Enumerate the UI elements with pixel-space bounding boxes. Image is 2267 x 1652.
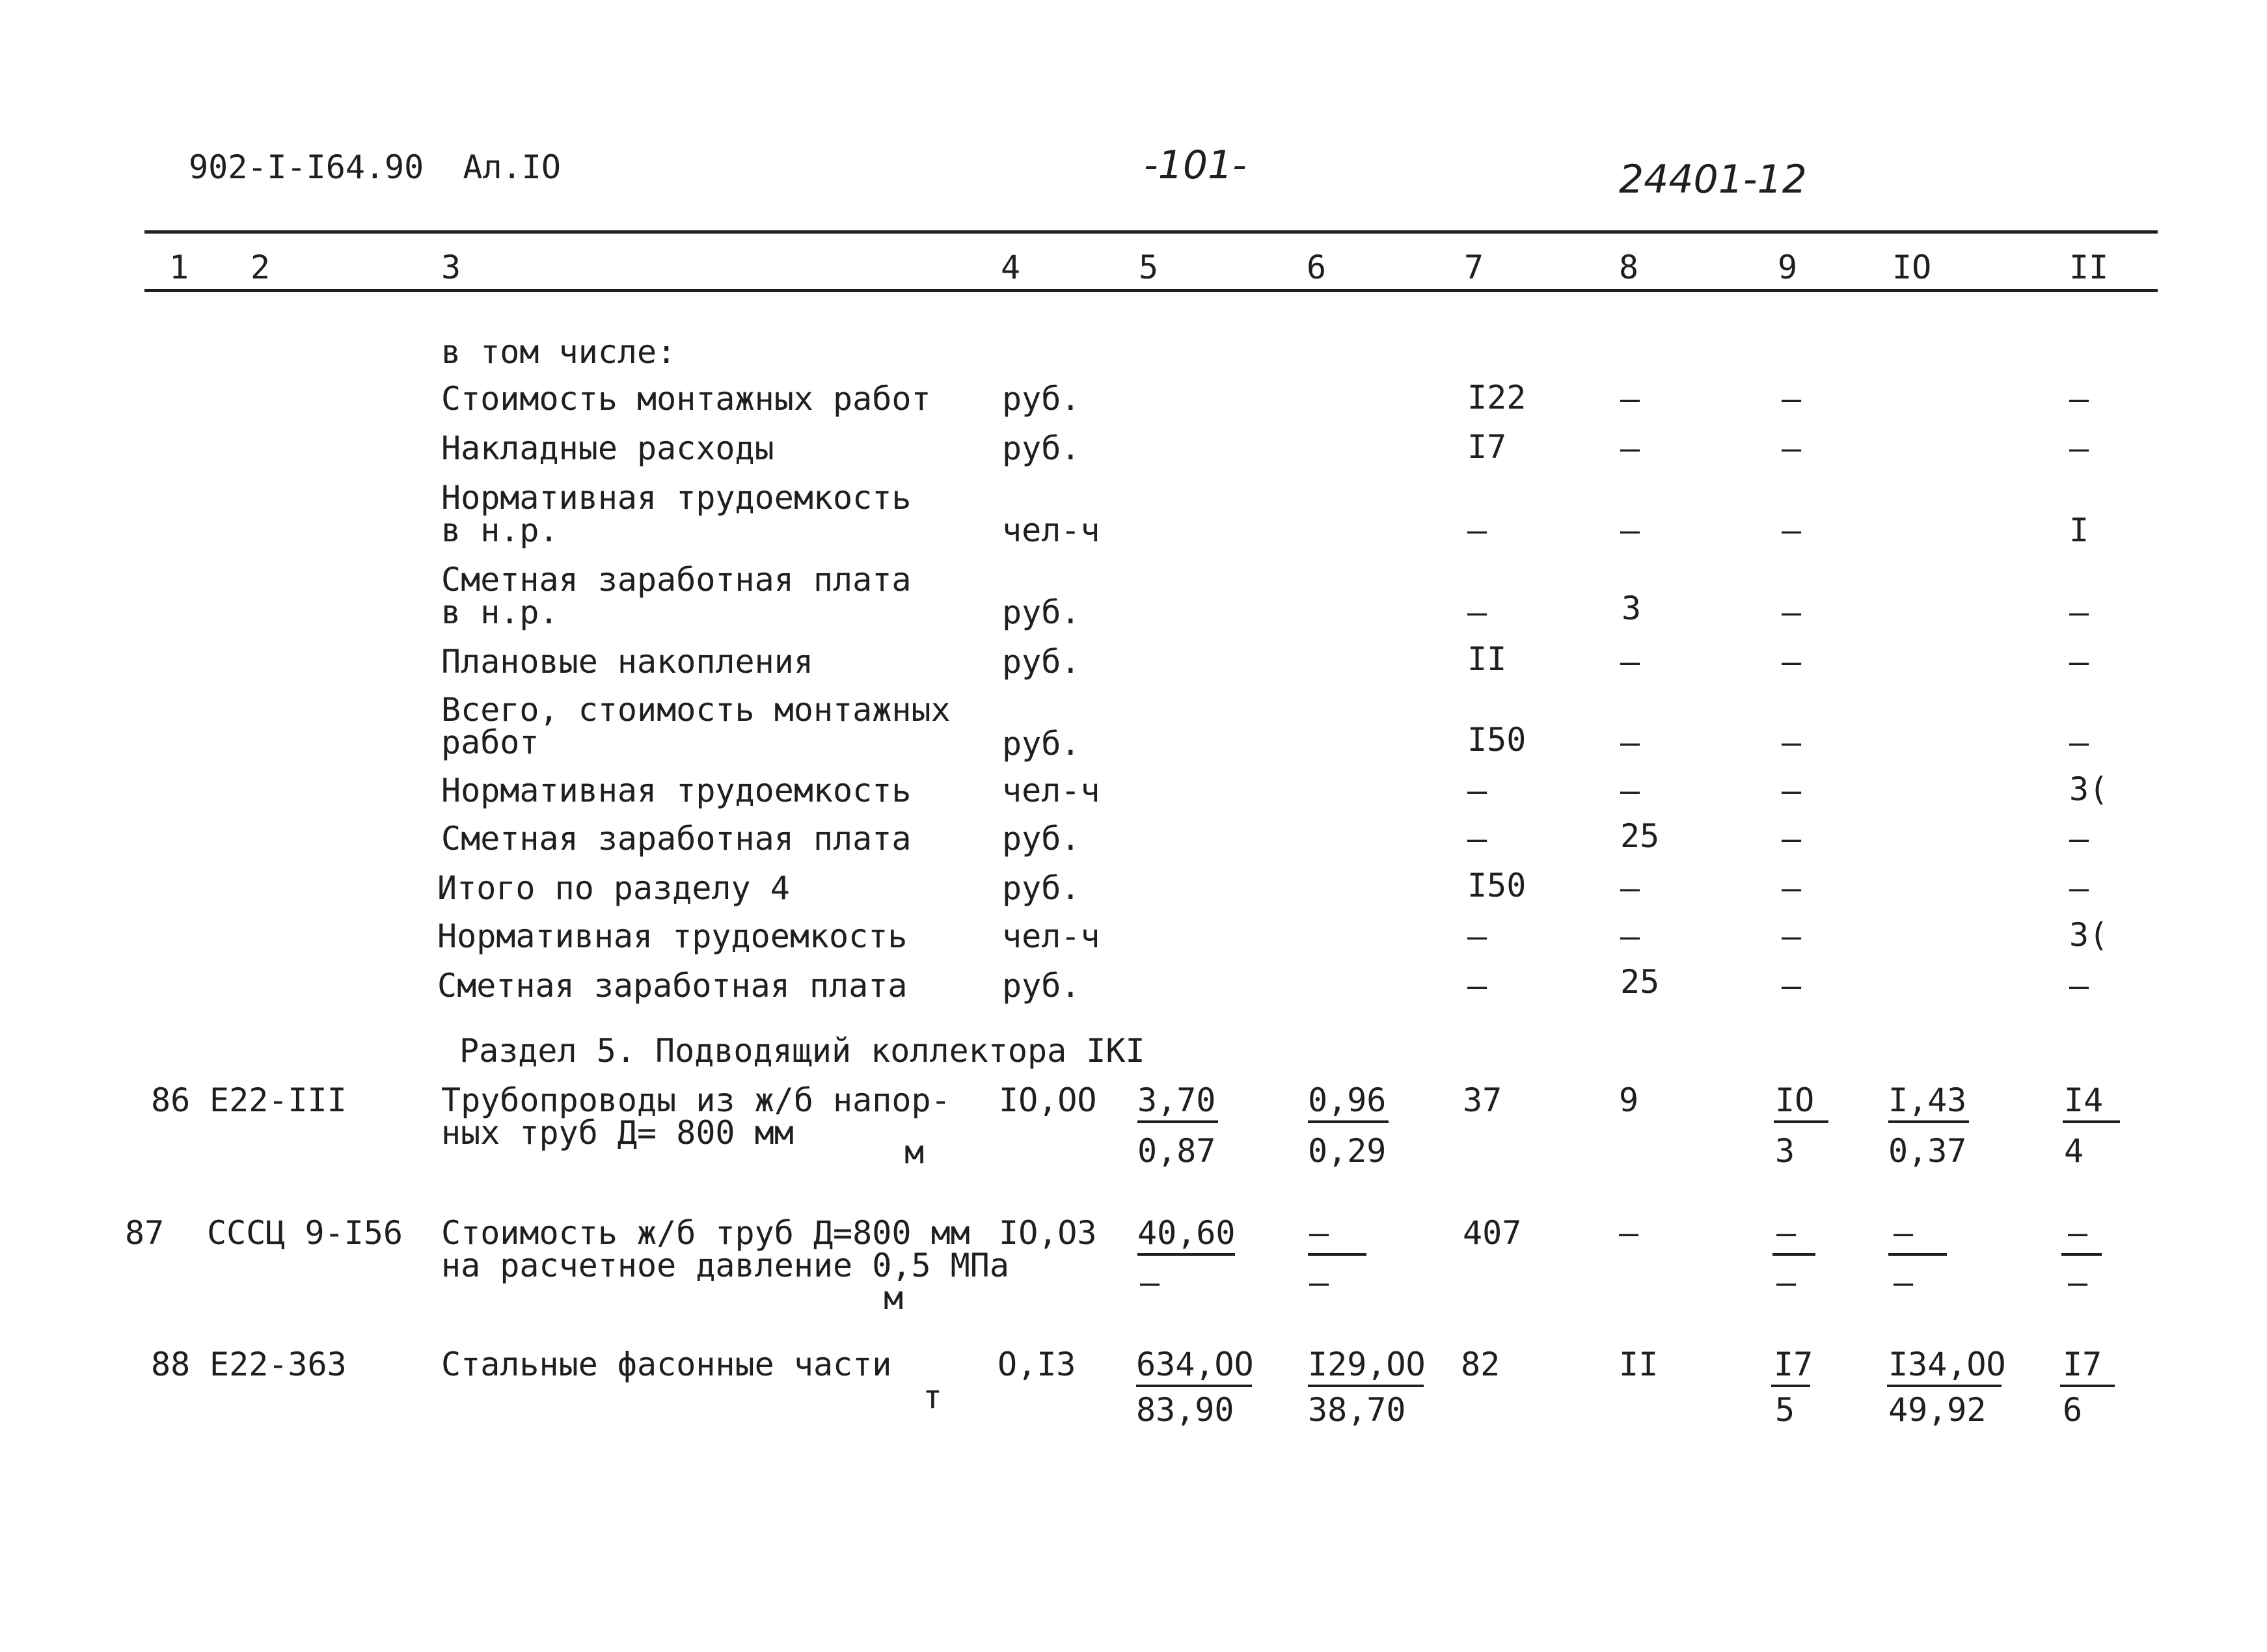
- fraction-line: [1308, 1253, 1366, 1256]
- table-header-rule: [144, 289, 2158, 292]
- row-unit: руб.: [1002, 429, 1081, 467]
- cell-c11: –: [2069, 820, 2089, 858]
- row-label: Нормативная трудоемкость: [437, 917, 908, 955]
- fraction-line: [1137, 1120, 1218, 1123]
- cell-c7: –: [1467, 772, 1487, 809]
- fraction-line: [1308, 1120, 1389, 1123]
- cell-c6-bottom: –: [1309, 1264, 1329, 1301]
- cell-c11: –: [2069, 429, 2089, 467]
- row-label: Плановые накопления: [441, 643, 813, 681]
- fraction-line: [1137, 1253, 1235, 1256]
- item-unit: м: [884, 1279, 904, 1317]
- cell-c6-top: 0,96: [1308, 1081, 1387, 1119]
- row-label: Накладные расходы: [441, 429, 774, 467]
- cell-c10-bottom: 49,92: [1888, 1391, 1987, 1429]
- fraction-line: [2061, 1253, 2102, 1256]
- cell-c11: –: [2069, 967, 2089, 1005]
- row-label-continuation: работ: [441, 724, 539, 761]
- item-number: 88: [151, 1346, 191, 1383]
- cell-c11: –: [2069, 380, 2089, 418]
- item-name: Трубопроводы из ж/б напор-: [441, 1081, 951, 1119]
- row-label-continuation: в н.р.: [441, 593, 559, 631]
- row-unit: руб.: [1002, 869, 1081, 907]
- cell-c11: 3(: [2069, 770, 2109, 808]
- item-name-continuation: на расчетное давление 0,5 МПа: [441, 1247, 1009, 1284]
- cell-c11: –: [2069, 869, 2089, 907]
- row-label: Итого по разделу 4: [437, 869, 790, 907]
- cell-c6-top: –: [1309, 1214, 1329, 1252]
- column-header: 2: [251, 249, 271, 286]
- cell-c6-top: I29,OO: [1308, 1346, 1426, 1383]
- row-unit: чел-ч: [1002, 772, 1100, 809]
- cell-c5-bottom: –: [1140, 1264, 1160, 1301]
- cell-c10-bottom: 0,37: [1888, 1132, 1967, 1170]
- row-label: Всего, стоимость монтажных: [441, 691, 951, 729]
- cell-c11: –: [2069, 593, 2089, 631]
- item-number: 87: [125, 1214, 165, 1252]
- column-header: II: [2069, 249, 2109, 286]
- cell-c7: 82: [1461, 1346, 1500, 1383]
- cell-c9: –: [1782, 643, 1802, 681]
- row-unit: руб.: [1002, 380, 1081, 418]
- page-number: -101-: [1144, 142, 1247, 188]
- cell-c11-top: I4: [2064, 1081, 2104, 1119]
- cell-c9: –: [1782, 820, 1802, 858]
- item-code: Е22-III: [210, 1081, 347, 1119]
- fraction-line: [2060, 1385, 2115, 1387]
- fraction-line: [1772, 1253, 1815, 1256]
- item-unit: т: [923, 1378, 943, 1416]
- row-label: Нормативная трудоемкость: [441, 479, 912, 517]
- cell-c7: 37: [1463, 1081, 1502, 1119]
- row-unit: руб.: [1002, 967, 1081, 1005]
- cell-c8: II: [1619, 1346, 1659, 1383]
- cell-c8: –: [1619, 1214, 1639, 1252]
- cell-c7: I7: [1467, 428, 1507, 466]
- cell-c9: –: [1782, 429, 1802, 467]
- cell-c8: –: [1620, 724, 1640, 761]
- cell-c11: 3(: [2069, 916, 2109, 954]
- cell-c5-bottom: 83,90: [1136, 1391, 1234, 1429]
- item-quantity: IO,O3: [999, 1214, 1097, 1252]
- cell-c11-top: –: [2068, 1214, 2088, 1252]
- item-code: Е22-363: [210, 1346, 347, 1383]
- fraction-line: [1771, 1385, 1810, 1387]
- cell-c5-top: 40,60: [1137, 1214, 1236, 1252]
- cell-c7: –: [1467, 917, 1487, 955]
- cell-c9-bottom: –: [1776, 1264, 1797, 1301]
- cell-c5-top: 3,70: [1137, 1081, 1216, 1119]
- cell-c9: –: [1782, 772, 1802, 809]
- cell-c7: –: [1467, 820, 1487, 858]
- cell-c7: I50: [1467, 721, 1527, 759]
- row-label: Сметная заработная плата: [441, 561, 912, 599]
- cell-c10-top: I34,OO: [1888, 1346, 2006, 1383]
- cell-c8: –: [1620, 380, 1640, 418]
- cell-c9: –: [1782, 380, 1802, 418]
- cell-c11: –: [2069, 724, 2089, 761]
- section-title: Раздел 5. Подводящий коллектора IKI: [459, 1032, 1145, 1070]
- cell-c7: 407: [1463, 1214, 1522, 1252]
- fraction-line: [1136, 1385, 1252, 1387]
- column-header: IO: [1892, 249, 1932, 286]
- item-name-continuation: ных труб Д= 800 мм: [441, 1114, 794, 1152]
- cell-c9: –: [1782, 917, 1802, 955]
- item-name: Стоимость ж/б труб Д=800 мм: [441, 1214, 970, 1252]
- column-header: 5: [1139, 249, 1159, 286]
- column-header: 8: [1619, 249, 1639, 286]
- item-number: 86: [151, 1081, 191, 1119]
- column-header: 6: [1307, 249, 1327, 286]
- cell-c7: –: [1467, 593, 1487, 631]
- row-label: Сметная заработная плата: [441, 820, 912, 858]
- cell-c9-bottom: 5: [1775, 1391, 1795, 1429]
- row-unit: чел-ч: [1002, 917, 1100, 955]
- row-unit: руб.: [1002, 725, 1081, 763]
- cell-c9-bottom: 3: [1775, 1132, 1795, 1170]
- column-header: 9: [1778, 249, 1798, 286]
- cell-c7: –: [1467, 511, 1487, 549]
- cell-c7: I22: [1467, 379, 1527, 416]
- item-name: Стальные фасонные части: [441, 1346, 892, 1383]
- cell-c8: 25: [1620, 817, 1660, 855]
- cell-c8: 25: [1620, 963, 1660, 1001]
- item-quantity: IO,OO: [999, 1081, 1097, 1119]
- cell-c11-bottom: –: [2068, 1264, 2088, 1301]
- cell-c8: –: [1620, 917, 1640, 955]
- cell-c8: –: [1620, 869, 1640, 907]
- item-unit: м: [904, 1133, 925, 1171]
- column-header: 4: [1001, 249, 1021, 286]
- document-code: 902-I-I64.90 Ал.IO: [189, 148, 561, 186]
- fraction-line: [1888, 1253, 1947, 1256]
- cell-c9: –: [1782, 869, 1802, 907]
- fraction-line: [1774, 1120, 1828, 1123]
- table-top-rule: [144, 230, 2158, 234]
- row-unit: руб.: [1002, 643, 1081, 681]
- cell-c8: 9: [1619, 1081, 1639, 1119]
- row-label: Стоимость монтажных работ: [441, 380, 931, 418]
- cell-c6-bottom: 38,70: [1308, 1391, 1406, 1429]
- cell-c7: –: [1467, 967, 1487, 1005]
- cell-c10-top: I,43: [1888, 1081, 1967, 1119]
- row-label-continuation: в н.р.: [441, 511, 559, 549]
- column-header: 7: [1464, 249, 1484, 286]
- summary-intro: в том числе:: [441, 333, 677, 371]
- column-header: 1: [169, 249, 189, 286]
- cell-c9-top: I7: [1774, 1346, 1813, 1383]
- cell-c9: –: [1782, 967, 1802, 1005]
- cell-c8: 3: [1622, 589, 1642, 627]
- cell-c9-top: IO: [1775, 1081, 1815, 1119]
- row-label: Нормативная трудоемкость: [441, 772, 912, 809]
- cell-c8: –: [1620, 429, 1640, 467]
- fraction-line: [1887, 1385, 2002, 1387]
- cell-c10-top: –: [1894, 1214, 1914, 1252]
- row-unit: чел-ч: [1002, 511, 1100, 549]
- cell-c6-bottom: 0,29: [1308, 1132, 1387, 1170]
- cell-c5-bottom: 0,87: [1137, 1132, 1216, 1170]
- fraction-line: [1888, 1120, 1969, 1123]
- row-unit: руб.: [1002, 820, 1081, 858]
- row-unit: руб.: [1002, 593, 1081, 631]
- cell-c8: –: [1620, 643, 1640, 681]
- cell-c9-top: –: [1776, 1214, 1797, 1252]
- cell-c7: II: [1467, 640, 1507, 678]
- cell-c11-bottom: 6: [2063, 1391, 2083, 1429]
- registration-number: 24401-12: [1619, 157, 1807, 202]
- cell-c8: –: [1620, 772, 1640, 809]
- cell-c11-top: I7: [2063, 1346, 2102, 1383]
- fraction-line: [1308, 1385, 1424, 1387]
- cell-c11: I: [2069, 511, 2089, 549]
- cell-c11: –: [2069, 643, 2089, 681]
- cell-c5-top: 634,OO: [1136, 1346, 1254, 1383]
- item-quantity: O,I3: [998, 1346, 1076, 1383]
- column-header: 3: [441, 249, 461, 286]
- fraction-line: [2063, 1120, 2120, 1123]
- cell-c10-bottom: –: [1894, 1264, 1914, 1301]
- cell-c8: –: [1620, 511, 1640, 549]
- item-code: СССЦ 9-I56: [207, 1214, 403, 1252]
- cell-c11-bottom: 4: [2064, 1132, 2084, 1170]
- cell-c9: –: [1782, 593, 1802, 631]
- cell-c9: –: [1782, 724, 1802, 761]
- row-label: Сметная заработная плата: [437, 967, 908, 1005]
- cell-c7: I50: [1467, 867, 1527, 904]
- cell-c9: –: [1782, 511, 1802, 549]
